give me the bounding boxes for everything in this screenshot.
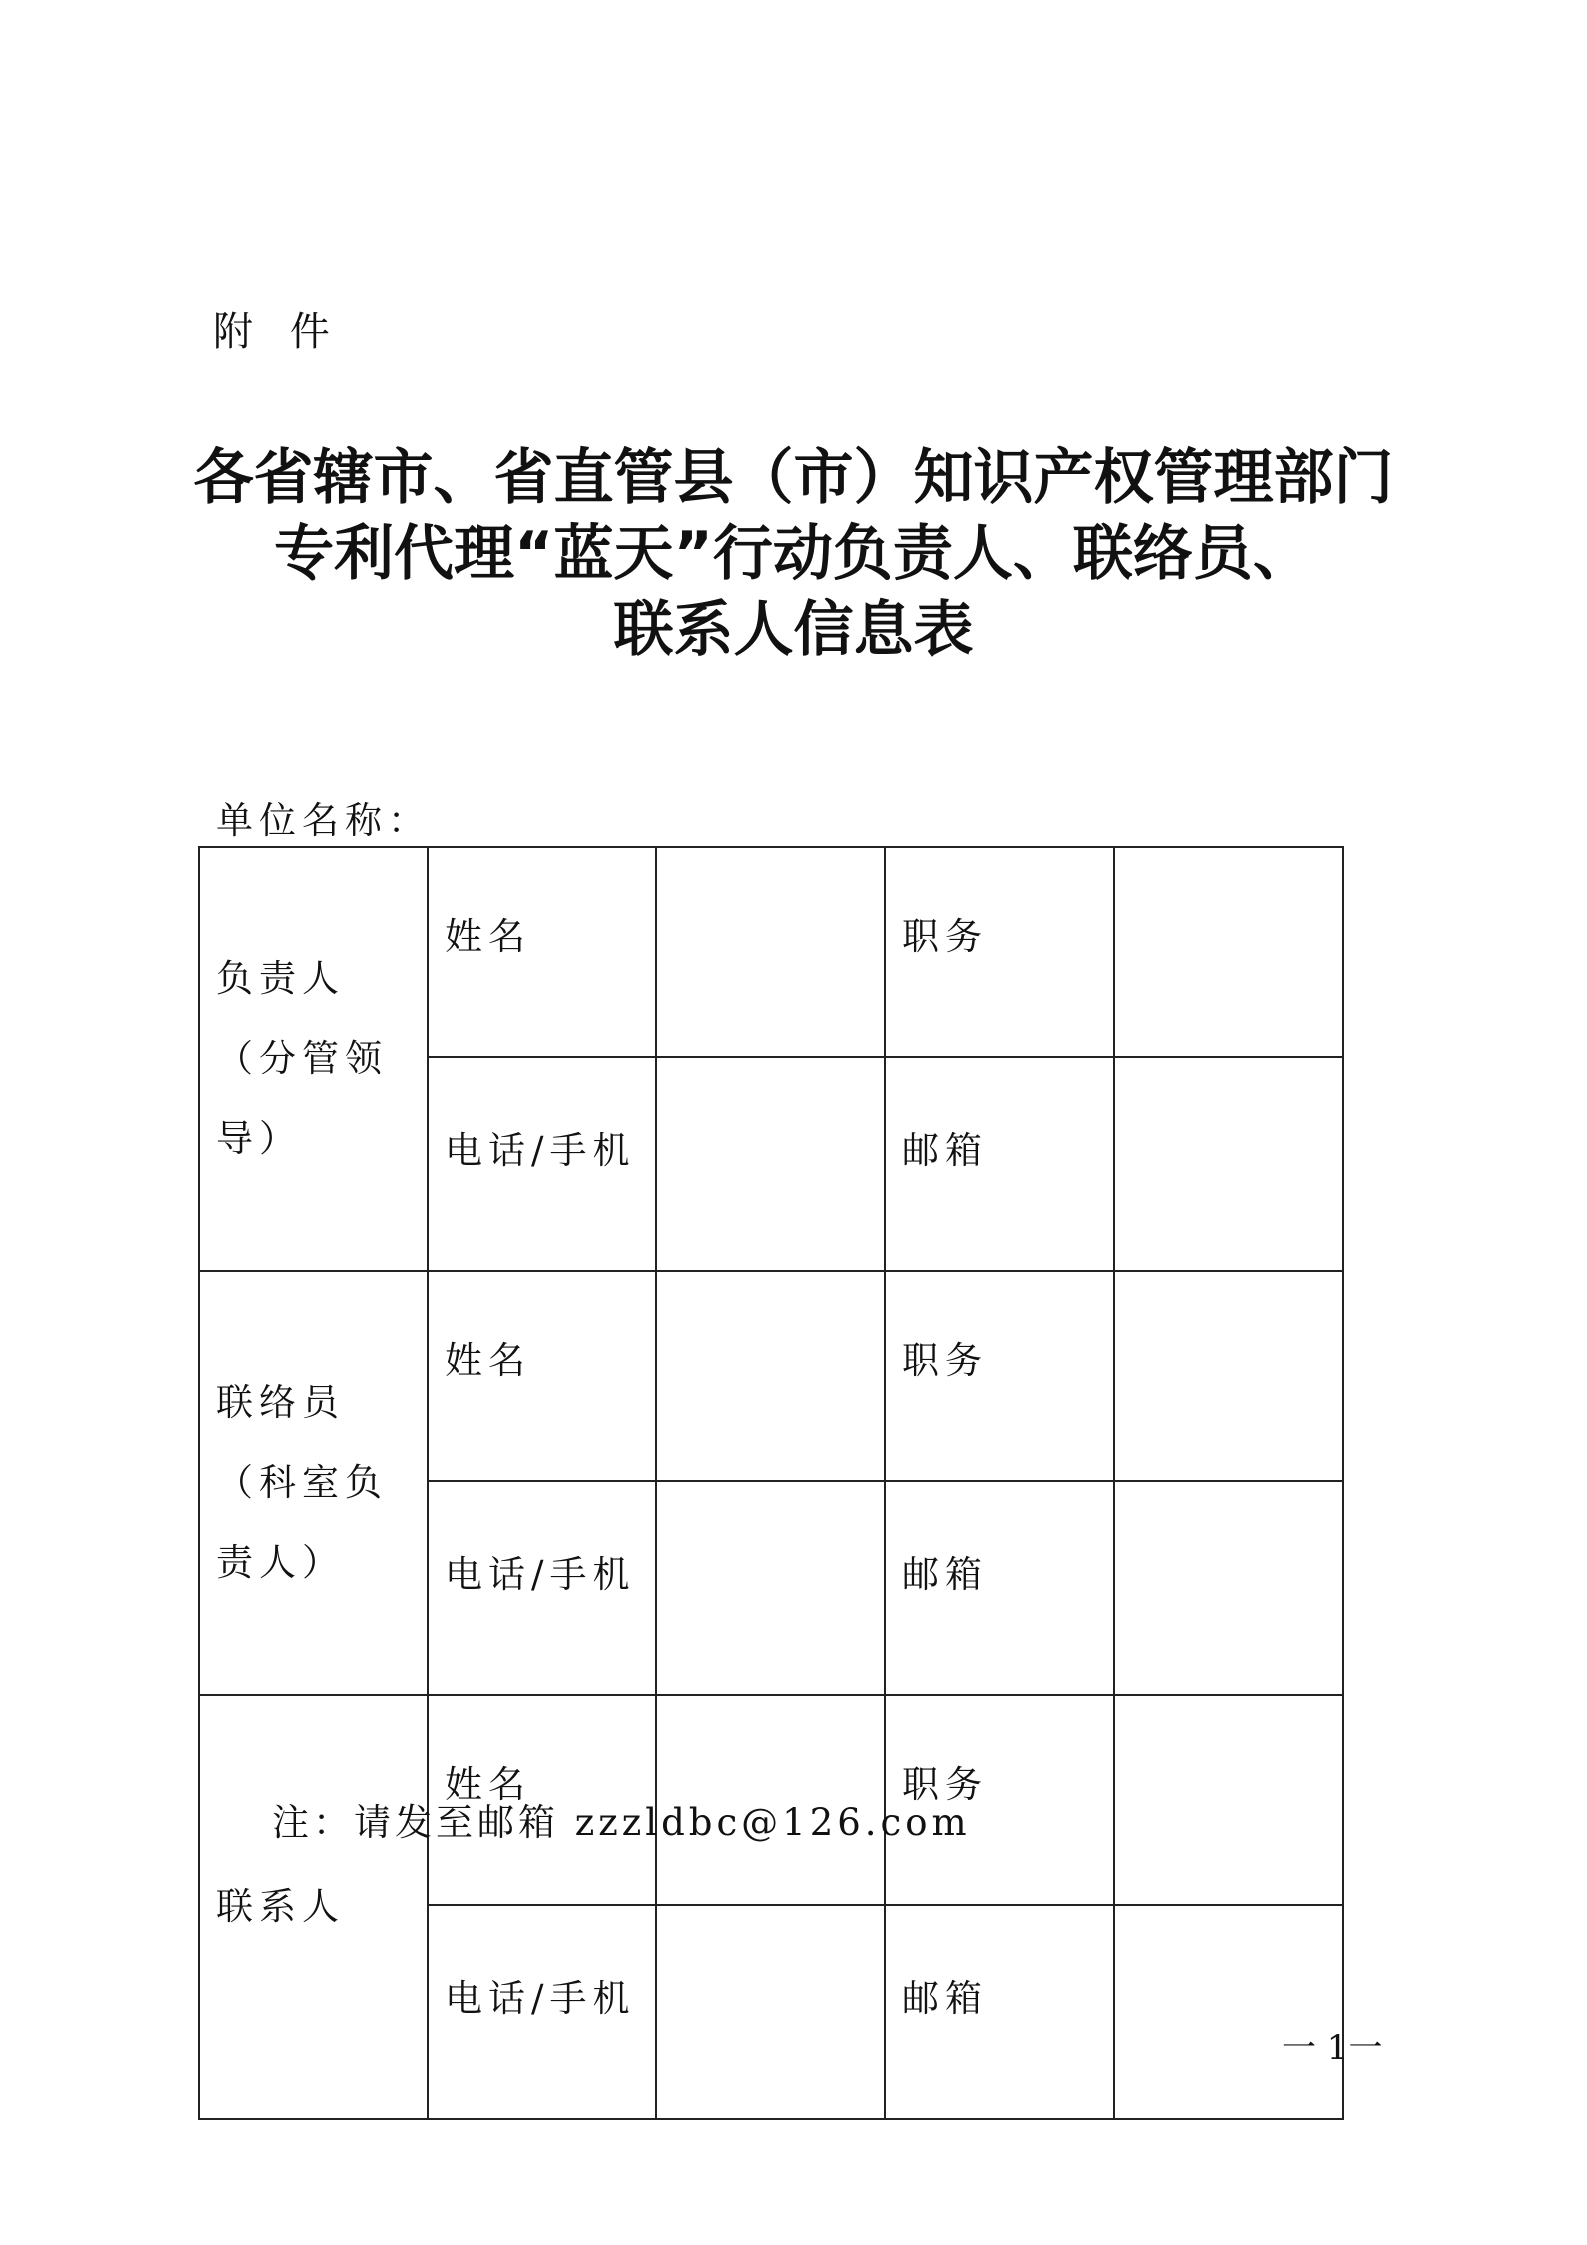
name-value-cell[interactable] <box>656 1271 885 1481</box>
phone-value-cell[interactable] <box>656 1905 885 2119</box>
email-value-cell[interactable] <box>1114 1905 1343 2119</box>
phone-label: 电话/手机 <box>428 1905 656 2119</box>
document-title <box>0 440 1587 668</box>
email-label: 邮箱 <box>885 1905 1114 2119</box>
position-value-cell[interactable] <box>1114 1695 1343 1905</box>
email-value-cell[interactable] <box>1114 1481 1343 1695</box>
email-label: 邮箱 <box>885 1057 1114 1271</box>
page-number: 一 1一 <box>1282 2028 1383 2068</box>
name-label: 姓名 <box>428 1695 656 1905</box>
title-line-3: 联系人信息表 <box>613 595 974 665</box>
title-line-2: 专利代理“蓝天”行动负责人、联络员、 <box>274 519 1313 589</box>
submission-note: 注：请发至邮箱 zzzldbc@126.com <box>272 1801 971 1844</box>
group-label-liaison: 联络员（科室负责人） <box>199 1271 428 1695</box>
name-value-cell[interactable] <box>656 847 885 1057</box>
email-label: 邮箱 <box>885 1481 1114 1695</box>
phone-value-cell[interactable] <box>656 1481 885 1695</box>
phone-label: 电话/手机 <box>428 1481 656 1695</box>
contact-info-table <box>198 846 1344 2120</box>
table-row <box>199 847 1343 1057</box>
phone-value-cell[interactable] <box>656 1057 885 1271</box>
position-value-cell[interactable] <box>1114 847 1343 1057</box>
position-value-cell[interactable] <box>1114 1271 1343 1481</box>
title-line-1: 各省辖市、省直管县（市）知识产权管理部门 <box>193 443 1394 513</box>
email-value-cell[interactable] <box>1114 1057 1343 1271</box>
position-label: 职务 <box>885 847 1114 1057</box>
phone-label: 电话/手机 <box>428 1057 656 1271</box>
group-label-contact: 联系人 <box>199 1695 428 2119</box>
position-label: 职务 <box>885 1271 1114 1481</box>
name-label: 姓名 <box>428 847 656 1057</box>
position-label: 职务 <box>885 1695 1114 1905</box>
unit-name-label: 单位名称： <box>216 799 431 842</box>
name-label: 姓名 <box>428 1271 656 1481</box>
table-row <box>199 1271 1343 1481</box>
attachment-label: 附 件 <box>213 309 342 355</box>
group-label-leader: 负责人（分管领导） <box>199 847 428 1271</box>
